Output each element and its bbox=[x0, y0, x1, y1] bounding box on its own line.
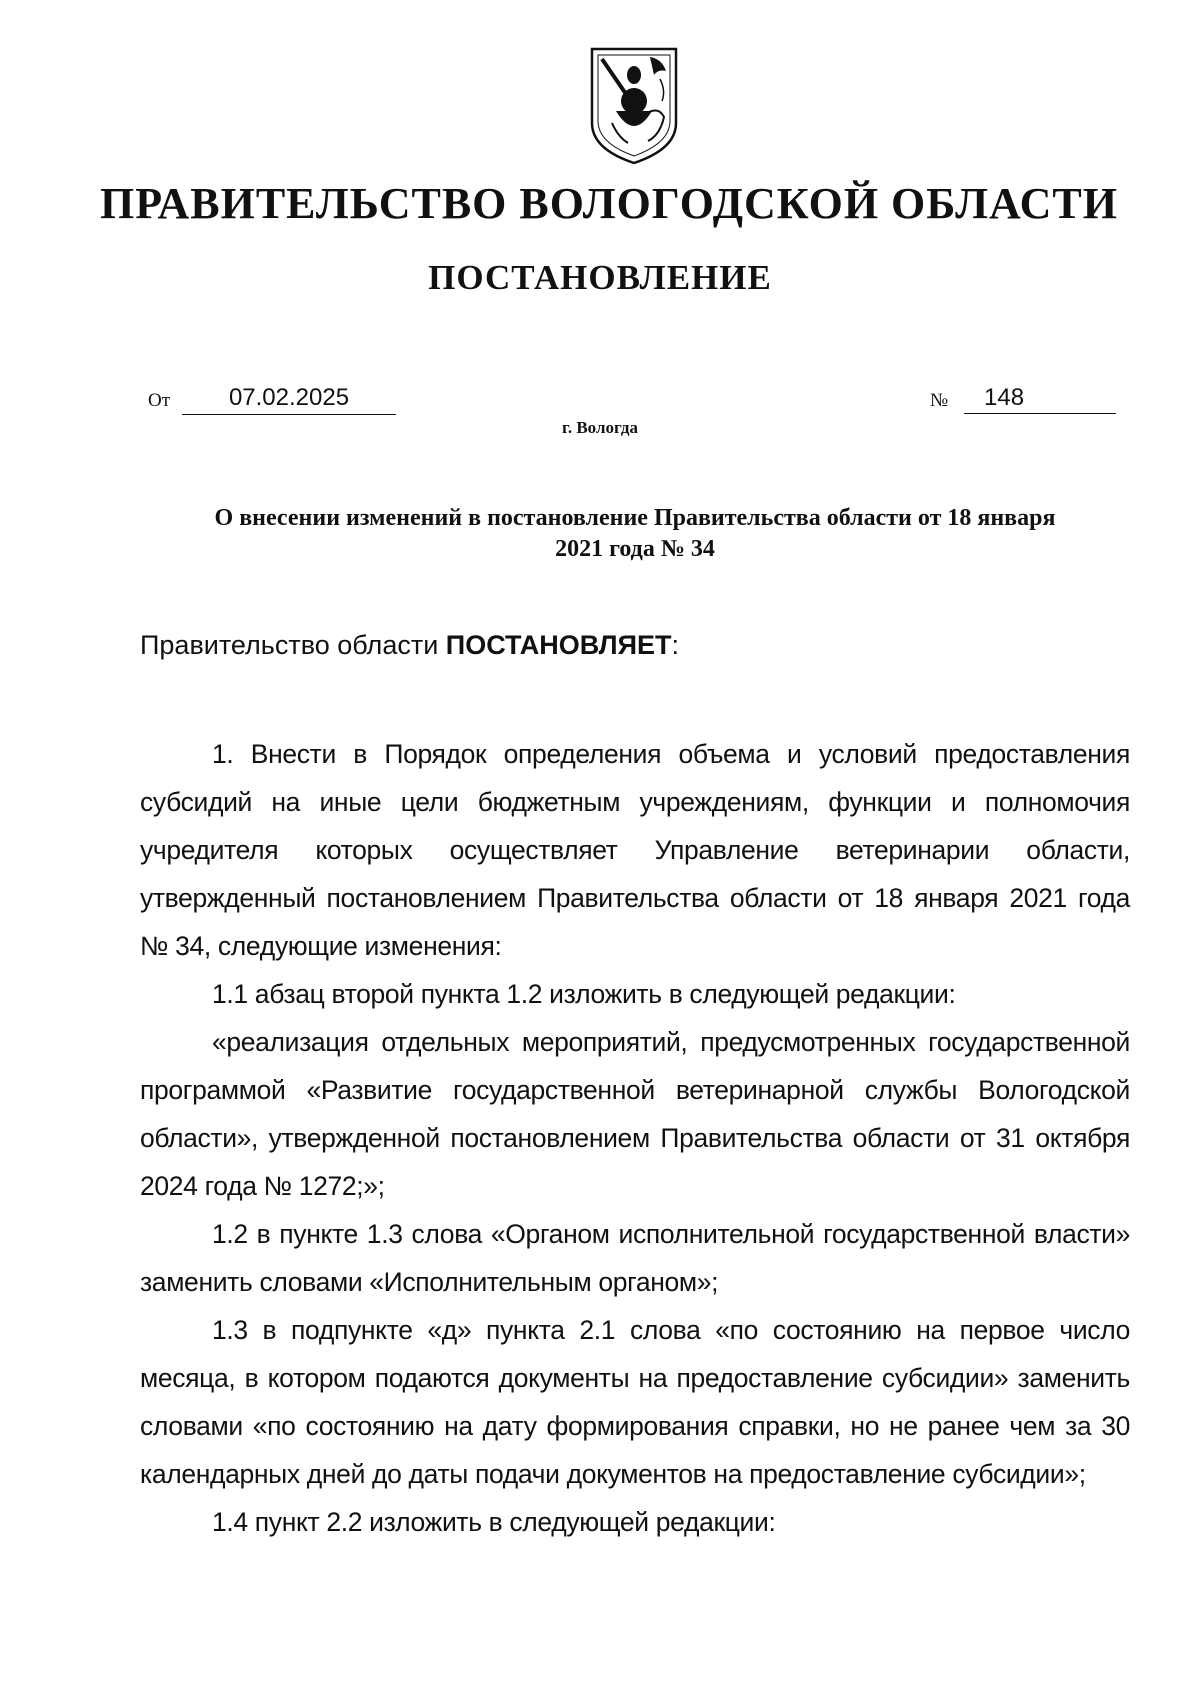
paragraph-1-2: 1.2 в пункте 1.3 слова «Органом исполнительной государственной власти» заменить словами «Исполнительным органом»; bbox=[140, 1219, 1130, 1297]
document-body bbox=[140, 730, 1130, 1546]
paragraph-1-3: 1.3 в подпункте «д» пункта 2.1 слова «по состоянию на первое число месяца, в котором подаются документы на предоставление субсидии» заменить словами «по состоянию на дату формирования справки, но не ранее чем за 30 календарных дней до даты подачи документов на предоставление субсидии»; bbox=[140, 1315, 1130, 1489]
intro-tail: : bbox=[671, 630, 679, 660]
intro-text: Правительство области bbox=[140, 630, 446, 660]
organization-title: ПРАВИТЕЛЬСТВО ВОЛОГОДСКОЙ ОБЛАСТИ bbox=[100, 179, 1118, 228]
paragraph-1: 1. Внести в Порядок определения объема и условий предоставления субсидий на иные цели бюджетным учреждениям, функции и полномочия учредителя которых осуществляет Управление ветеринарии области, утвержденный постановлением Правительства области от 18 января 2021 года № 34, следующие изменения: bbox=[140, 739, 1130, 961]
coat-of-arms-icon bbox=[588, 45, 680, 167]
intro-line bbox=[140, 630, 679, 661]
number-prefix: № bbox=[930, 390, 949, 411]
date-prefix: От bbox=[148, 390, 171, 411]
document-date: 07.02.2025 bbox=[182, 384, 396, 415]
document-type: ПОСТАНОВЛЕНИЕ bbox=[428, 258, 772, 297]
paragraph-quote: «реализация отдельных мероприятий, предусмотренных государственной программой «Развитие государственной ветеринарной службы Вологодской области», утвержденной постановлением Правительства области от 31 октября 2024 года № 1272;»; bbox=[140, 1027, 1130, 1201]
intro-bold: ПОСТАНОВЛЯЕТ bbox=[445, 630, 672, 660]
paragraph-1-1: 1.1 абзац второй пункта 1.2 изложить в следующей редакции: bbox=[212, 979, 956, 1009]
paragraph-1-4: 1.4 пункт 2.2 изложить в следующей редакции: bbox=[212, 1507, 776, 1537]
document-number: 148 bbox=[964, 384, 1116, 414]
date-block bbox=[148, 384, 398, 418]
number-block bbox=[930, 384, 1120, 418]
document-subject: О внесении изменений в постановление Правительства области от 18 января 2021 года № 34 bbox=[214, 505, 1056, 562]
city: г. Вологда bbox=[562, 418, 638, 437]
